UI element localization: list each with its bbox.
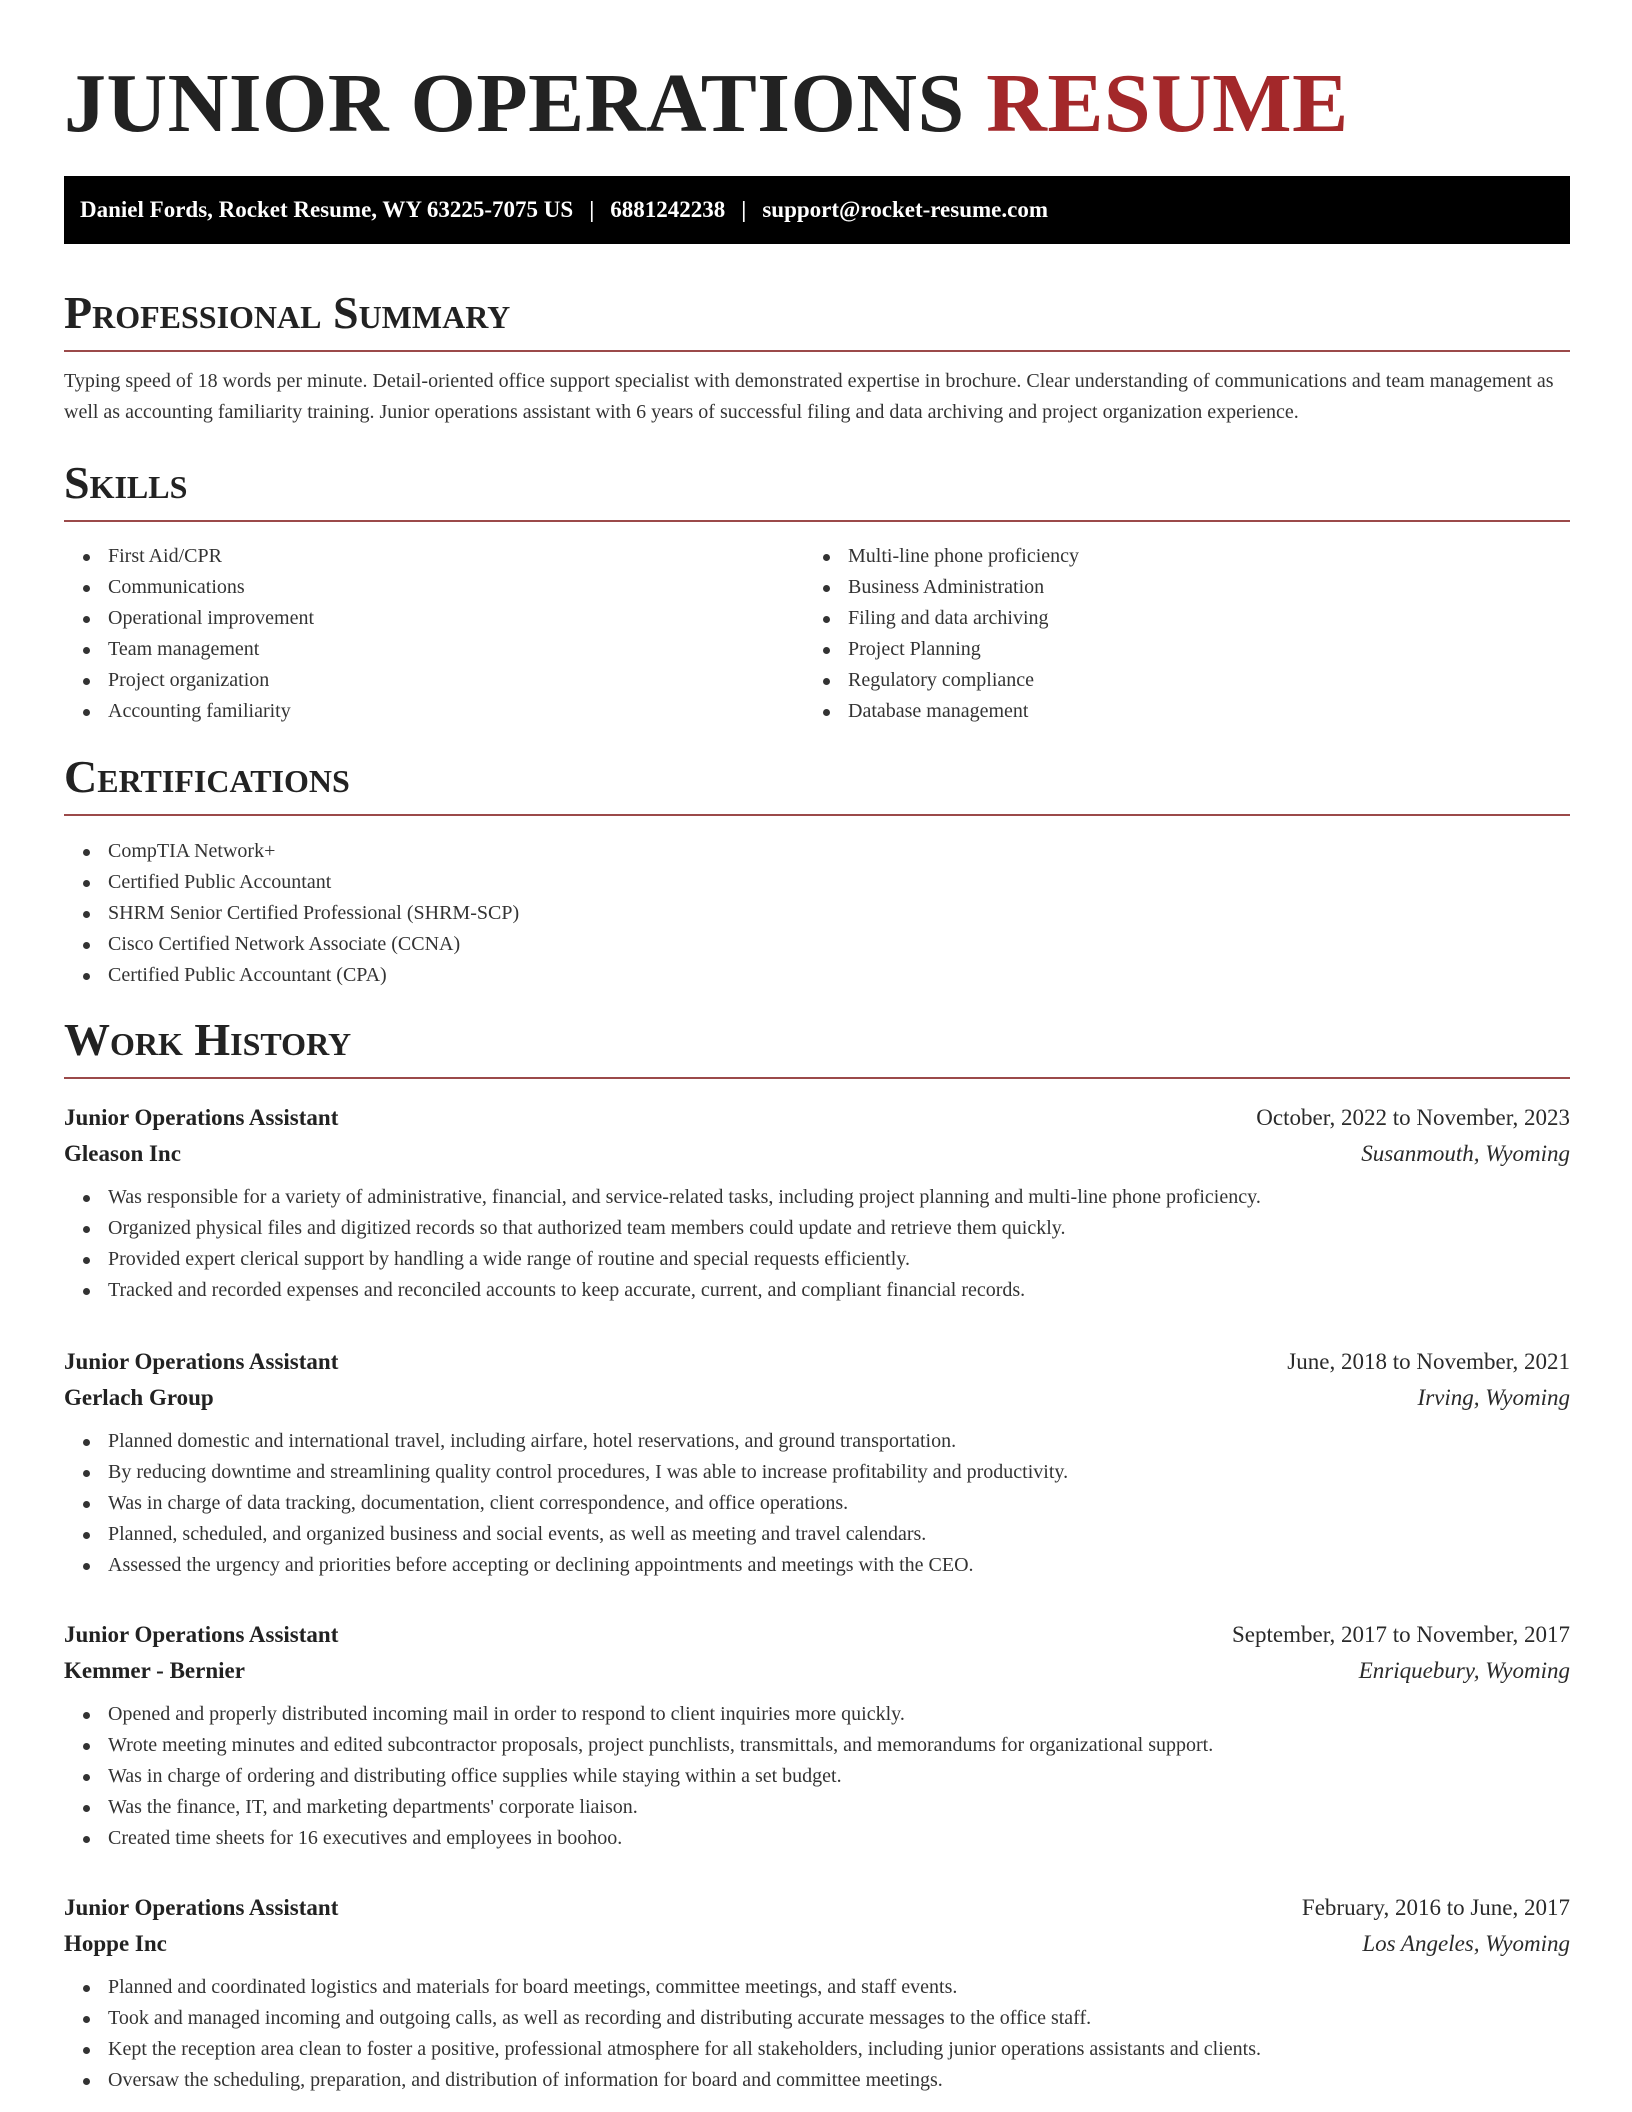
- resume-page: [64, 0, 1570, 2091]
- contact-bar: [64, 176, 1570, 244]
- skill-item: Accounting familiarity: [64, 696, 314, 727]
- job-entry: [64, 1344, 1570, 1581]
- job-location: Susanmouth, Wyoming: [1361, 1141, 1570, 1166]
- job-bullet: Created time sheets for 16 executives and employees in boohoo.: [64, 1823, 1570, 1854]
- job-title: Junior Operations Assistant: [64, 1349, 339, 1374]
- skill-item: Team management: [64, 634, 314, 665]
- job-dates: June, 2018 to November, 2021: [1287, 1349, 1570, 1374]
- contact-email: support@rocket-resume.com: [762, 197, 1048, 222]
- contact-separator: |: [589, 197, 595, 222]
- job-location: Los Angeles, Wyoming: [1362, 1931, 1570, 1956]
- certifications-list: [64, 836, 519, 991]
- job-bullet: Opened and properly distributed incoming mail in order to respond to client inquiries more quickly.: [64, 1699, 1570, 1730]
- resume-title: [64, 0, 1570, 150]
- skill-item: Project organization: [64, 665, 314, 696]
- summary-text: Typing speed of 18 words per minute. Detail-oriented office support specialist with demonstrated expertise in brochure. Clear understanding of communications and team management as well as accounting familiarity training. Junior operations assistant with 6 years of successful filing and data archiving and project organization experience.: [64, 370, 1554, 423]
- job-dates: October, 2022 to November, 2023: [1256, 1105, 1570, 1130]
- title-accent: RESUME: [986, 57, 1349, 150]
- job-bullet: Oversaw the scheduling, preparation, and distribution of information for board and committee meetings.: [64, 2065, 1570, 2096]
- job-location: Irving, Wyoming: [1417, 1385, 1570, 1410]
- job-bullet: Tracked and recorded expenses and reconciled accounts to keep accurate, current, and compliant financial records.: [64, 1275, 1570, 1306]
- job-bullets: [64, 1182, 1570, 1306]
- job-entry: [64, 1890, 1570, 2096]
- job-bullet: Assessed the urgency and priorities before accepting or declining appointments and meetings with the CEO.: [64, 1550, 1570, 1581]
- job-bullet: Planned, scheduled, and organized business and social events, as well as meeting and travel calendars.: [64, 1519, 1570, 1550]
- job-title: Junior Operations Assistant: [64, 1105, 339, 1130]
- job-bullet: Provided expert clerical support by handling a wide range of routine and special requests efficiently.: [64, 1244, 1570, 1275]
- contact-separator: |: [741, 197, 747, 222]
- certification-item: Certified Public Accountant (CPA): [64, 960, 519, 991]
- company-name: Hoppe Inc: [64, 1931, 167, 1956]
- certification-item: CompTIA Network+: [64, 836, 519, 867]
- company-name: Gerlach Group: [64, 1385, 214, 1410]
- job-bullet: Was in charge of data tracking, documentation, client correspondence, and office operations.: [64, 1488, 1570, 1519]
- skill-item: Regulatory compliance: [804, 665, 1079, 696]
- summary-heading: Professional Summary: [64, 288, 1570, 352]
- job-dates: February, 2016 to June, 2017: [1301, 1895, 1570, 1920]
- job-bullet: Was in charge of ordering and distributing office supplies while staying within a set budget.: [64, 1761, 1570, 1792]
- certification-item: SHRM Senior Certified Professional (SHRM-SCP): [64, 898, 519, 929]
- job-entry: [64, 1100, 1570, 1306]
- certifications-heading: Certifications: [64, 752, 1570, 816]
- job-bullets: [64, 1699, 1570, 1854]
- skill-item: Project Planning: [804, 634, 1079, 665]
- title-main: JUNIOR OPERATIONS: [64, 57, 965, 150]
- job-bullet: Was responsible for a variety of administrative, financial, and service-related tasks, including project planning and multi-line phone proficiency.: [64, 1182, 1570, 1213]
- skill-item: Business Administration: [804, 572, 1079, 603]
- job-bullet: Planned domestic and international travel, including airfare, hotel reservations, and ground transportation.: [64, 1426, 1570, 1457]
- job-entry: [64, 1617, 1570, 1854]
- company-name: Kemmer - Bernier: [64, 1658, 245, 1683]
- skill-item: Multi-line phone proficiency: [804, 541, 1079, 572]
- work-history-heading: Work History: [64, 1015, 1570, 1079]
- job-bullet: Organized physical files and digitized records so that authorized team members could update and retrieve them quickly.: [64, 1213, 1570, 1244]
- contact-phone: 6881242238: [610, 197, 726, 222]
- job-bullet: Took and managed incoming and outgoing calls, as well as recording and distributing accurate messages to the office staff.: [64, 2003, 1570, 2034]
- contact-address: Daniel Fords, Rocket Resume, WY 63225-7075 US: [80, 197, 574, 222]
- job-bullets: [64, 1426, 1570, 1581]
- job-title: Junior Operations Assistant: [64, 1622, 339, 1647]
- skill-item: Communications: [64, 572, 314, 603]
- certification-item: Cisco Certified Network Associate (CCNA): [64, 929, 519, 960]
- job-location: Enriquebury, Wyoming: [1358, 1658, 1570, 1683]
- job-bullet: By reducing downtime and streamlining quality control procedures, I was able to increase profitability and productivity.: [64, 1457, 1570, 1488]
- job-title: Junior Operations Assistant: [64, 1895, 339, 1920]
- certification-item: Certified Public Accountant: [64, 867, 519, 898]
- job-dates: September, 2017 to November, 2017: [1232, 1622, 1570, 1647]
- job-bullets: [64, 1972, 1570, 2096]
- skill-item: Operational improvement: [64, 603, 314, 634]
- skills-list-left: [64, 541, 314, 727]
- skill-item: First Aid/CPR: [64, 541, 314, 572]
- skill-item: Filing and data archiving: [804, 603, 1079, 634]
- skill-item: Database management: [804, 696, 1079, 727]
- company-name: Gleason Inc: [64, 1141, 181, 1166]
- job-bullet: Planned and coordinated logistics and materials for board meetings, committee meetings, and staff events.: [64, 1972, 1570, 2003]
- job-bullet: Was the finance, IT, and marketing departments' corporate liaison.: [64, 1792, 1570, 1823]
- skills-list-right: [804, 541, 1079, 727]
- job-bullet: Wrote meeting minutes and edited subcontractor proposals, project punchlists, transmittals, and memorandums for organizational support.: [64, 1730, 1570, 1761]
- job-bullet: Kept the reception area clean to foster a positive, professional atmosphere for all stakeholders, including junior operations assistants and clients.: [64, 2034, 1570, 2065]
- skills-heading: Skills: [64, 458, 1570, 522]
